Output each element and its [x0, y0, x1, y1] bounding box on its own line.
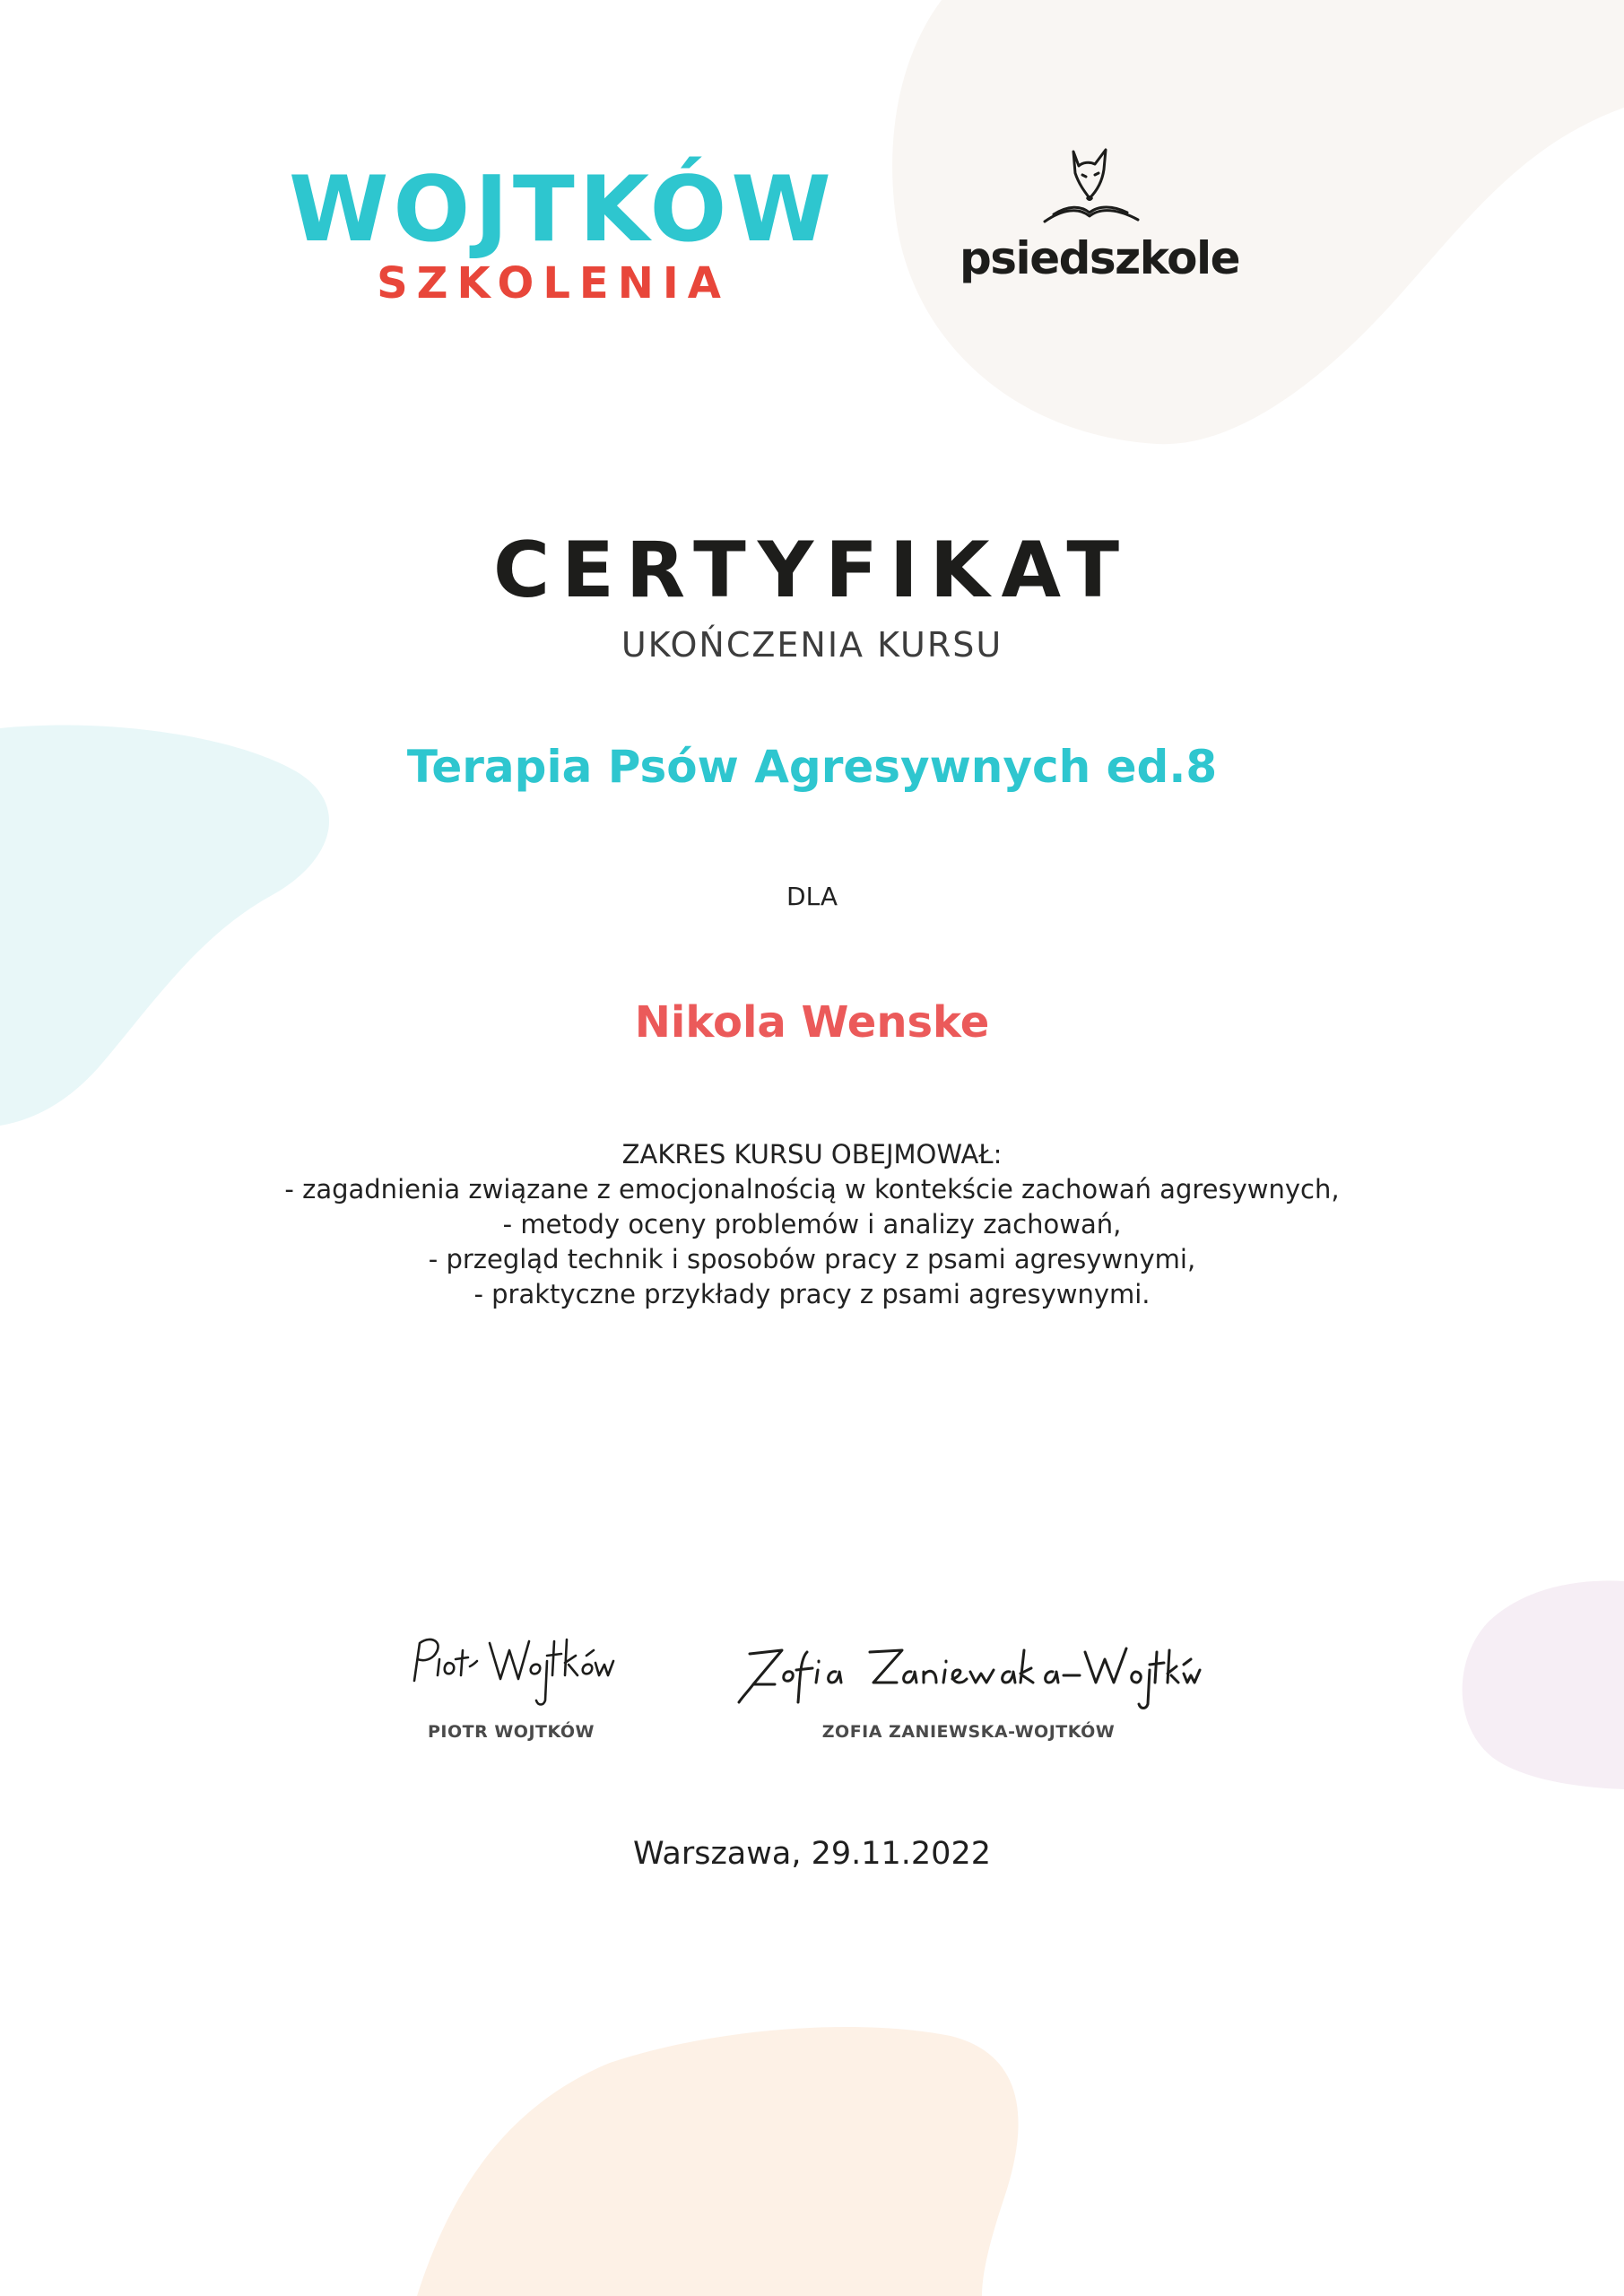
place-and-date: Warszawa, 29.11.2022 — [633, 1836, 991, 1872]
signature-zofia — [726, 1632, 1211, 1742]
course-scope — [0, 1137, 1624, 1312]
scope-item: - praktyczne przykłady pracy z psami agresywnymi. — [473, 1279, 1151, 1309]
wojtkow-szkolenia-logo — [289, 156, 836, 309]
handwritten-signature-zofia — [735, 1632, 1202, 1713]
dog-reading-book-icon — [1036, 139, 1143, 229]
recipient-name: Nikola Wenske — [634, 997, 990, 1048]
certificate-subtitle: UKOŃCZENIA KURSU — [621, 625, 1003, 665]
signature-piotr — [377, 1623, 646, 1742]
signature-name-piotr: PIOTR WOJTKÓW — [428, 1722, 595, 1742]
wojtkow-logo-sub: SZKOLENIA — [377, 258, 730, 309]
scope-item: - przegląd technik i sposobów pracy z psami agresywnymi, — [428, 1244, 1196, 1274]
scope-item: - metody oceny problemów i analizy zachowań, — [502, 1209, 1122, 1239]
blob-bottom — [417, 2027, 1019, 2296]
handwritten-signature-piotr — [404, 1623, 619, 1713]
signature-name-zofia: ZOFIA ZANIEWSKA-WOJTKÓW — [821, 1722, 1116, 1742]
scope-item: - zagadnienia związane z emocjonalnością w kontekście zachowań agresywnych, — [284, 1174, 1340, 1205]
for-label: DLA — [786, 882, 838, 911]
psiedszkole-logo — [960, 139, 1240, 284]
certificate-title: CERTYFIKAT — [492, 526, 1132, 615]
blob-right — [1463, 1581, 1624, 1789]
course-name: Terapia Psów Agresywnych ed.8 — [406, 741, 1218, 793]
scope-heading: ZAKRES KURSU OBEJMOWAŁ: — [621, 1139, 1003, 1170]
psiedszkole-wordmark: psiedszkole — [960, 232, 1240, 284]
wojtkow-logo-brand: WOJTKÓW — [289, 156, 836, 262]
